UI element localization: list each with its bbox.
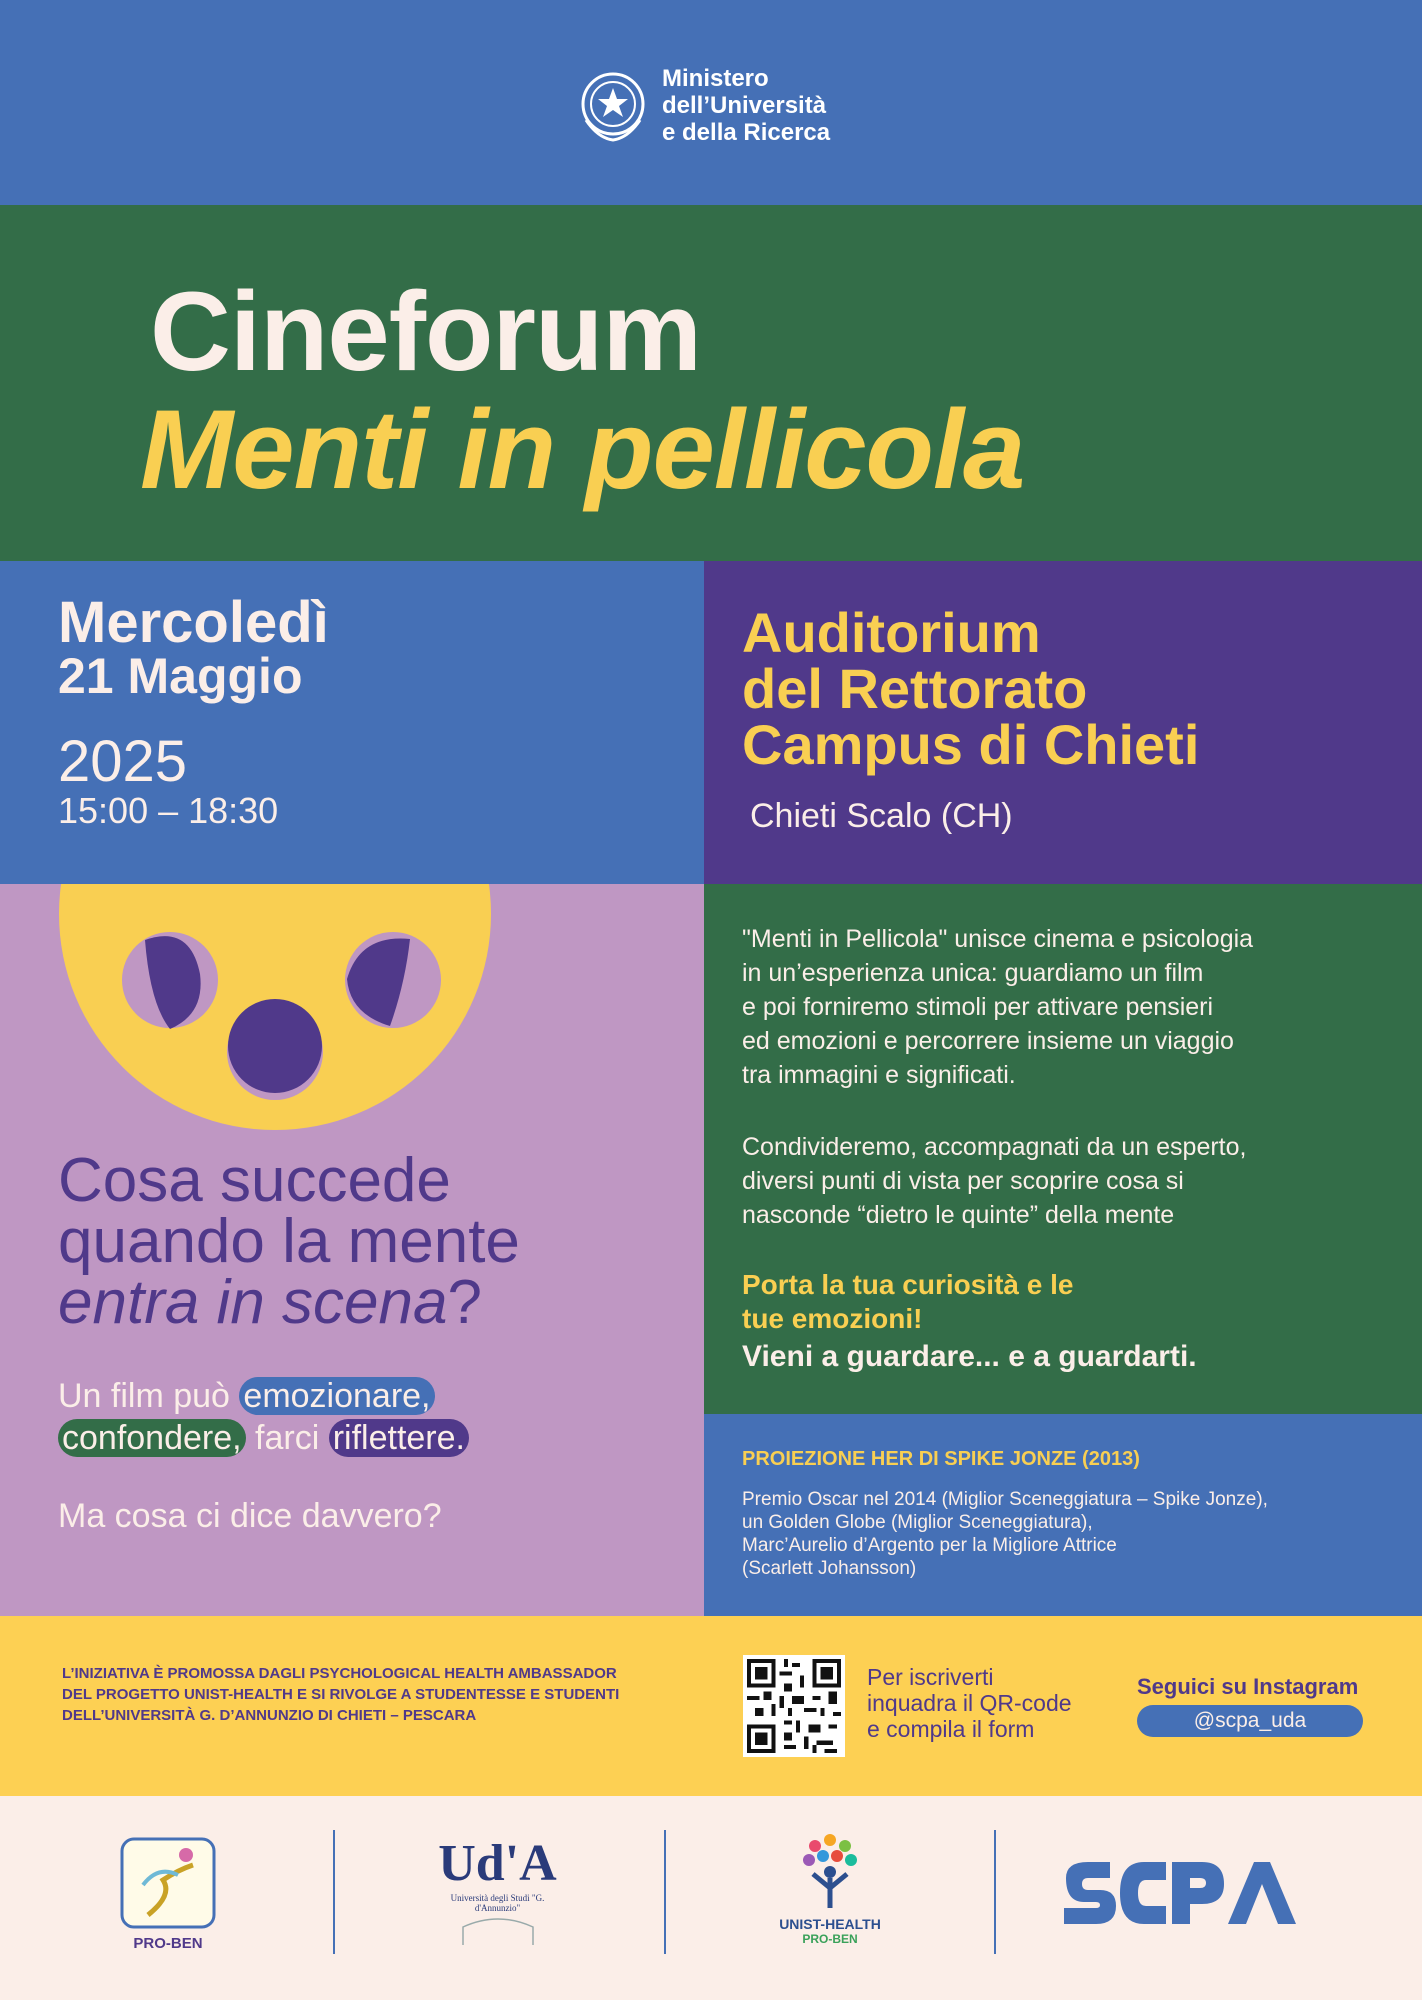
event-day: Mercoledì	[58, 590, 329, 655]
film-prefix: Un film può	[58, 1377, 240, 1415]
republic-emblem-icon	[578, 68, 648, 144]
proben-logo	[118, 1835, 218, 1955]
cta-line-2: tue emozioni!	[742, 1303, 923, 1334]
registration-instructions: Per iscriverti inquadra il QR-code e compila il form	[867, 1664, 1072, 1742]
film-reel-illustration	[0, 884, 704, 1184]
description-paragraph-2: Condivideremo, accompagnati da un esperto, diversi punti di vista per scoprire cosa si nasconde “dietro le quinte” della mente	[742, 1133, 1247, 1229]
question-line-2: quando la mente	[58, 1207, 520, 1276]
instagram-handle[interactable]: @scpa_uda	[1137, 1705, 1363, 1737]
event-date: 21 Maggio	[58, 648, 303, 704]
main-question	[58, 1146, 520, 1337]
ministry-line-3: e della Ricerca	[662, 119, 831, 146]
question-line-3	[58, 1268, 520, 1337]
uda-building-icon	[453, 1913, 543, 1947]
ministry-line-1: Ministero	[662, 65, 769, 92]
description-paragraph-1: "Menti in Pellicola" unisce cinema e psicologia in un’esperienza unica: guardiamo un film e poi forniremo stimoli per attivare pensieri ed emozioni e percorrere insieme un viaggio tra immagini e significati.	[742, 925, 1254, 1089]
unist-label: UNIST-HEALTH	[779, 1916, 881, 1932]
title-menti-in-pellicola: Menti in pellicola	[140, 387, 1025, 512]
title-cineforum: Cineforum	[150, 269, 701, 394]
event-venue	[742, 601, 1200, 776]
question-line-1: Cosa succede	[58, 1146, 451, 1215]
proben-label: PRO-BEN	[133, 1935, 203, 1952]
instagram-title: Seguici su Instagram	[1137, 1674, 1359, 1699]
promotion-text: L’INIZIATIVA È PROMOSSA DAGLI PSYCHOLOGICAL HEALTH AMBASSADOR DEL PROGETTO UNIST-HEALTH E SI RIVOLGE A STUDENTESSE E STUDENTI DELL’UNIVERSITÀ G. D’ANNUNZIO DI CHIETI – PESCARA	[62, 1665, 620, 1724]
uda-wordmark: Ud'A	[438, 1835, 557, 1892]
event-year: 2025	[58, 729, 188, 794]
pill-riflettere: riflettere.	[329, 1419, 469, 1457]
logo-divider-2	[664, 1830, 666, 1954]
event-time: 15:00 – 18:30	[58, 790, 279, 831]
secondary-question: Ma cosa ci dice davvero?	[58, 1497, 442, 1535]
call-to-action-2: Vieni a guardare... e a guardarti.	[742, 1340, 1197, 1373]
logo-divider-3	[994, 1830, 996, 1954]
pill-confondere: confondere,	[58, 1419, 246, 1457]
uda-subtitle: Università degli Studi "G. d'Annunzio"	[450, 1893, 545, 1913]
qr-code-icon	[743, 1655, 845, 1757]
cta-line-1: Porta la tua curiosità e le	[742, 1269, 1074, 1300]
qr-code[interactable]	[743, 1655, 845, 1757]
unist-tree-icon	[795, 1832, 865, 1912]
uda-logo	[430, 1835, 565, 1955]
venue-line-1: Auditorium	[742, 601, 1041, 664]
logo-divider-1	[333, 1830, 335, 1954]
question-mark: ?	[447, 1268, 482, 1337]
projection-awards: Premio Oscar nel 2014 (Miglior Sceneggiatura – Spike Jonze), un Golden Globe (Miglior Sceneggiatura), Marc’Aurelio d’Argento per la Migliore Attrice (Scarlett Johansson)	[742, 1489, 1268, 1579]
question-italic: entra in scena	[58, 1268, 448, 1337]
projection-title: PROIEZIONE HER DI SPIKE JONZE (2013)	[742, 1448, 1140, 1470]
scpa-logo	[1058, 1858, 1308, 1938]
ministry-line-2: dell’Università	[662, 92, 827, 119]
call-to-action	[742, 1268, 1073, 1336]
venue-line-2: del Rettorato	[742, 657, 1088, 720]
scpa-wordmark-icon	[1058, 1858, 1298, 1928]
film-mid: farci	[245, 1419, 329, 1457]
ministry-logo	[578, 65, 830, 146]
venue-line-3: Campus di Chieti	[742, 713, 1200, 776]
unist-sublabel: PRO-BEN	[802, 1932, 858, 1946]
pill-emozionare: emozionare,	[239, 1377, 434, 1415]
event-city: Chieti Scalo (CH)	[750, 797, 1013, 835]
proben-runner-icon	[118, 1835, 218, 1931]
unist-health-logo	[770, 1832, 890, 1962]
film-emotions-text	[58, 1375, 469, 1459]
